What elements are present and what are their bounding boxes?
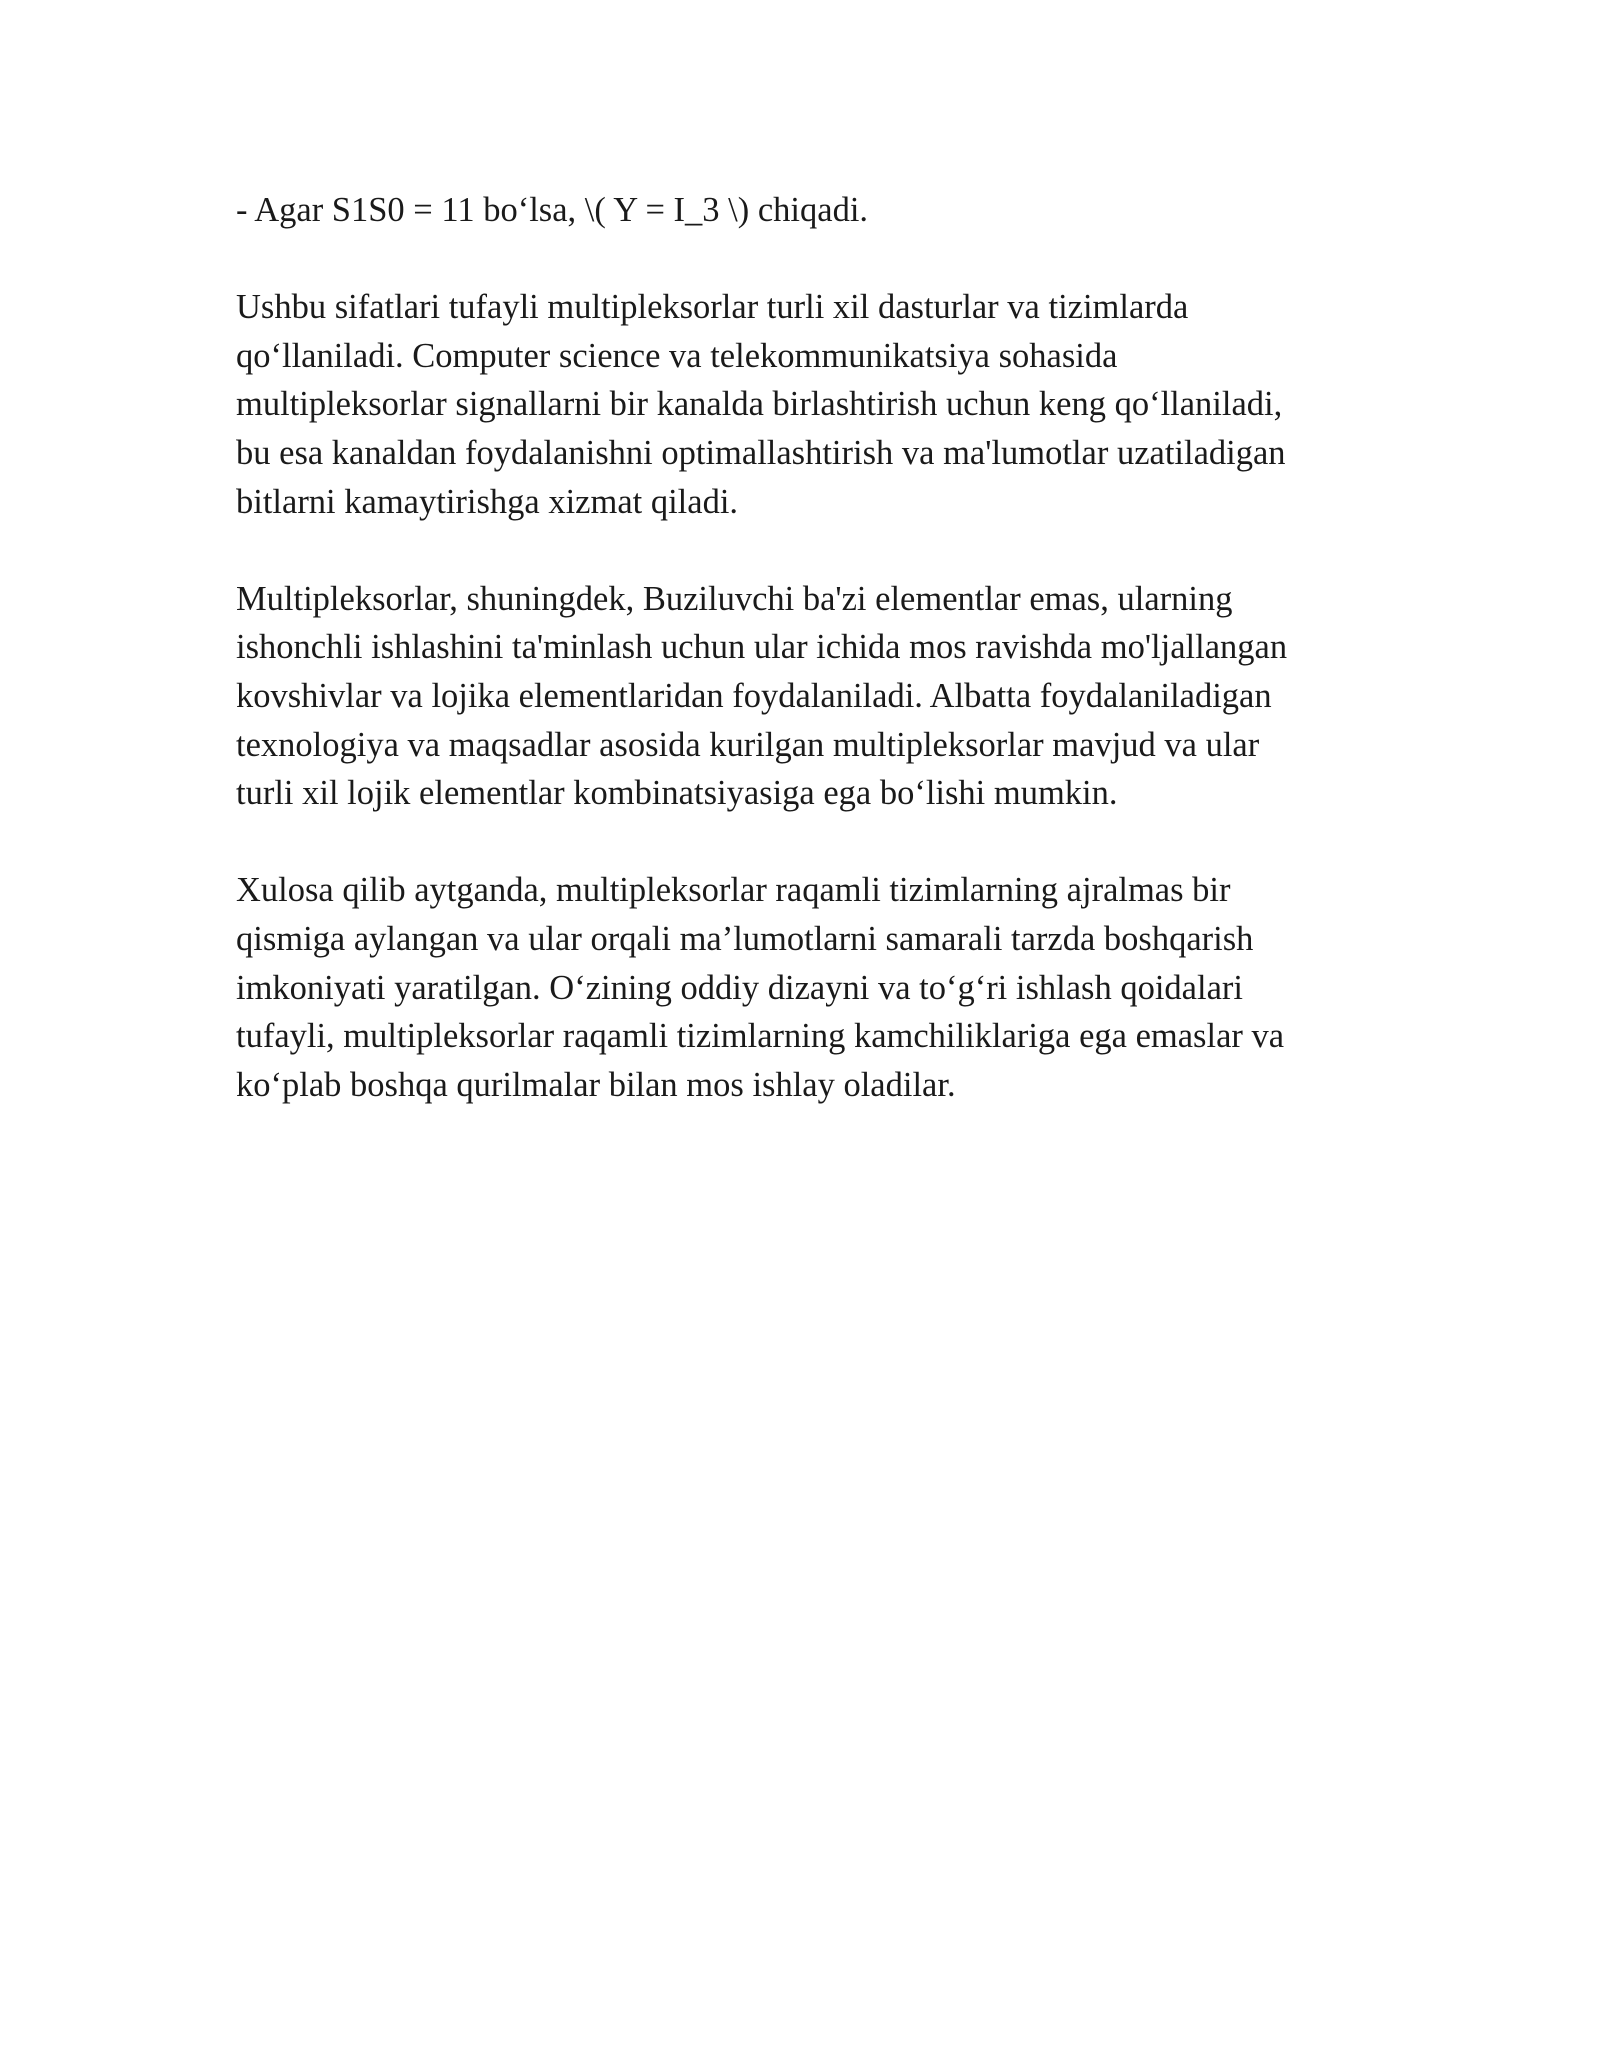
text-line: turli xil lojik elementlar kombinatsiyasiga ega bo‘lishi mumkin. xyxy=(236,774,1118,813)
text-line: texnologiya va maqsadlar asosida kurilgan multipleksorlar mavjud va ular xyxy=(236,725,1260,764)
text-line: imkoniyati yaratilgan. O‘zining oddiy dizayni va to‘g‘ri ishlash qoidalari xyxy=(236,968,1243,1007)
text-line: kovshivlar va lojika elementlaridan foydalaniladi. Albatta foydalaniladigan xyxy=(236,676,1272,715)
paragraph-2 xyxy=(236,283,1366,526)
paragraph-1 xyxy=(236,186,1366,235)
text-line: qo‘llaniladi. Computer science va telekommunikatsiya sohasida xyxy=(236,336,1118,375)
text-line: multipleksorlar signallarni bir kanalda birlashtirish uchun keng qo‘llaniladi, xyxy=(236,385,1283,424)
paragraph-3 xyxy=(236,575,1366,818)
text-line: qismiga aylangan va ular orqali ma’lumotlarni samarali tarzda boshqarish xyxy=(236,919,1254,958)
text-line: - Agar S1S0 = 11 bo‘lsa, \( Y = I_3 \) chiqadi. xyxy=(236,191,869,229)
document-body xyxy=(236,186,1366,1158)
text-line: bitlarni kamaytirishga xizmat qiladi. xyxy=(236,482,739,521)
text-line: tufayli, multipleksorlar raqamli tizimlarning kamchiliklariga ega emaslar va xyxy=(236,1017,1285,1056)
text-line: ishonchli ishlashini ta'minlash uchun ular ichida mos ravishda mo'ljallangan xyxy=(236,628,1288,667)
paragraph-4 xyxy=(236,866,1366,1109)
text-line: Multipleksorlar, shuningdek, Buziluvchi ba'zi elementlar emas, ularning xyxy=(236,579,1233,618)
text-line: Ushbu sifatlari tufayli multipleksorlar turli xil dasturlar va tizimlarda xyxy=(236,288,1189,327)
text-line: bu esa kanaldan foydalanishni optimallashtirish va ma'lumotlar uzatiladigan xyxy=(236,433,1286,472)
text-line: ko‘plab boshqa qurilmalar bilan mos ishlay oladilar. xyxy=(236,1065,956,1104)
text-line: Xulosa qilib aytganda, multipleksorlar raqamli tizimlarning ajralmas bir xyxy=(236,871,1231,910)
